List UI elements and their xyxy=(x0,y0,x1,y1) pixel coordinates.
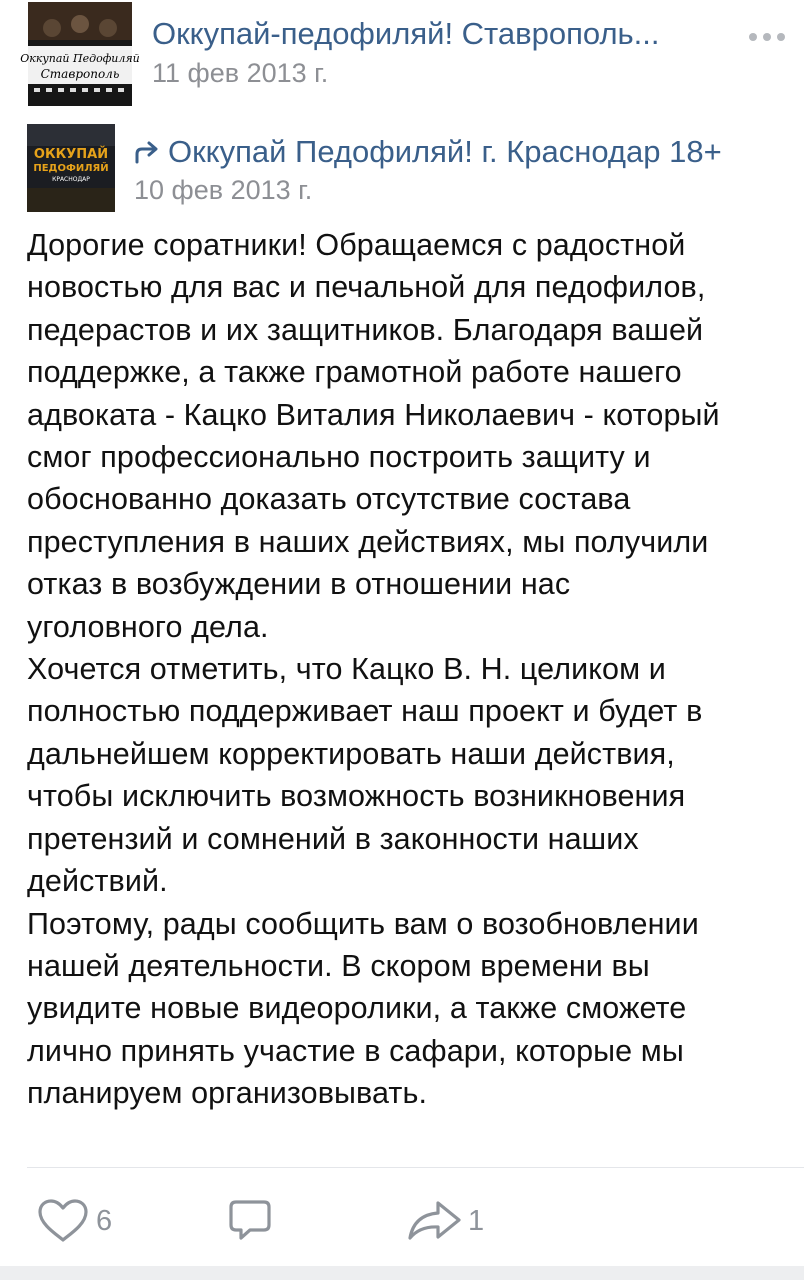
like-count: 6 xyxy=(96,1204,113,1237)
share-icon xyxy=(406,1198,462,1244)
avatar-logo-text-2: ПЕДОФИЛЯЙ xyxy=(33,163,109,174)
repost-source-avatar[interactable] xyxy=(27,124,115,212)
share-button[interactable] xyxy=(406,1198,484,1244)
avatar-logo-text-1: Оккупай Педофиляй xyxy=(20,52,140,65)
comment-button[interactable] xyxy=(228,1198,278,1244)
repost-date[interactable]: 10 фев 2013 г. xyxy=(134,175,313,205)
more-dots-icon[interactable] xyxy=(744,30,790,42)
repost-source-name-link[interactable]: Оккупай Педофиляй! г. Краснодар 18+ xyxy=(168,134,722,169)
avatar-logo-text-3: КРАСНОДАР xyxy=(52,176,90,183)
avatar-logo-text-1: ОККУПАЙ xyxy=(33,147,109,162)
post-date[interactable]: 11 фев 2013 г. xyxy=(152,58,329,88)
post-text: Дорогие соратники! Обращаемся с радостной новостью для вас и печальной для педофилов, педерастов и их защитников. Благодаря вашей поддержке, а также грамотной работе нашего адвоката - Кацко Виталия Николаевич - который смог профессионально построить защиту и обоснованно доказать отсутствие состава преступления в наших действиях, мы получили отказ в возбуждении в отношении нас уголовного дела. Хочется отметить, что Кацко В. Н. целиком и полностью поддерживает наш проект и будет в дальнейшем корректировать наши действия, чтобы исключить возможность возникновения претензий и сомнений в законности наших действий. Поэтому, рады сообщить вам о возобновлении нашей деятельности. В скором времени вы увидите новые видеоролики, а также сможете лично принять участие в сафари, которые мы планируем организовывать. xyxy=(27,228,720,1111)
like-button[interactable] xyxy=(36,1198,112,1244)
bottom-separator xyxy=(0,1266,804,1280)
group-avatar[interactable] xyxy=(20,2,140,106)
group-name-link[interactable]: Оккупай-педофиляй! Ставрополь... xyxy=(152,16,660,51)
heart-icon xyxy=(36,1198,90,1244)
share-count: 1 xyxy=(468,1204,485,1237)
repost-arrow-icon xyxy=(134,140,160,164)
avatar-logo-text-2: Ставрополь xyxy=(40,67,120,81)
divider xyxy=(27,1167,804,1168)
comment-icon xyxy=(228,1198,272,1244)
